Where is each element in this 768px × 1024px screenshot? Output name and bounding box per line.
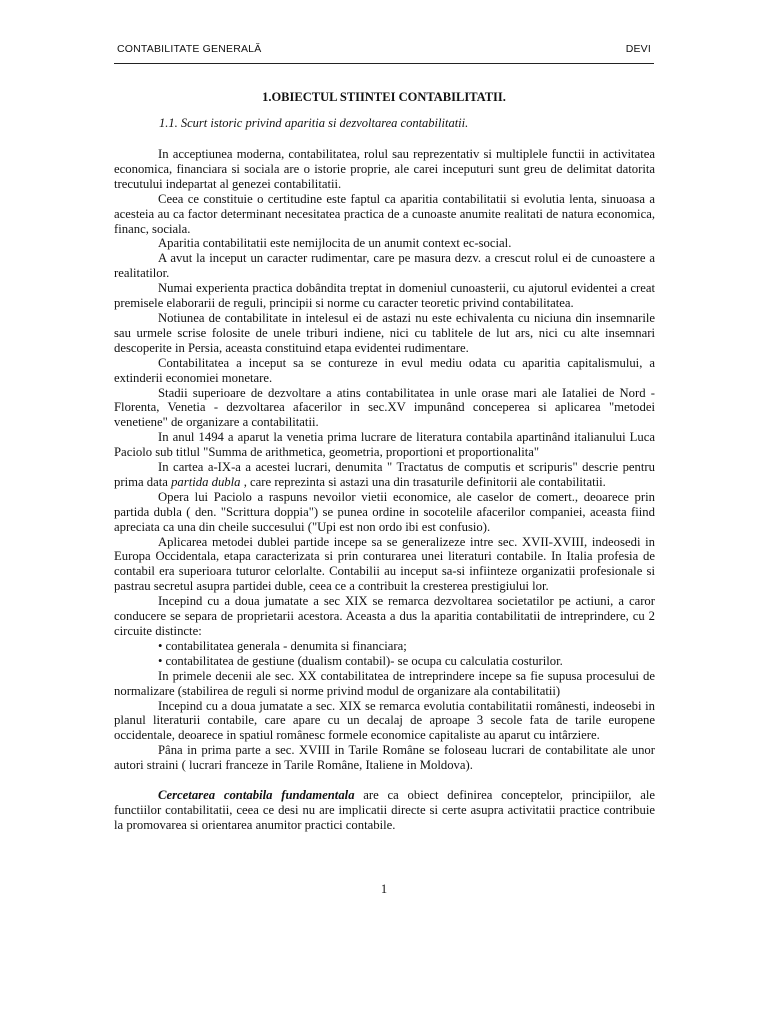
chapter-title: 1.OBIECTUL STIINTEI CONTABILITATII. (262, 90, 506, 104)
bullet-item (114, 654, 655, 669)
paragraph: Incepind cu a doua jumatate a sec. XIX se remarca evolutia contabilitatii românesti, indeosebi in planul literaturii contabile, care apare cu un decalaj de aproape 3 secole fata de tarile europene occidentale, deoarece in spatiul românesc formele economice capitaliste au aparut cu intârziere. (114, 698, 655, 743)
paragraph: Numai experienta practica dobândita treptat in domeniul cunoasterii, cu ajutorul evidentei a creat premisele elaborarii de reguli, principii si norme cu caracter teoretic privind contabilitatea. (114, 281, 655, 311)
paragraph: Pâna in prima parte a sec. XVIII in Tarile Române se foloseau lucrari de contabilitate ale unor autori straini ( lucrari franceze in Tarile Române, Italiene in Moldova). (114, 743, 655, 773)
bullet-text: contabilitatea de gestiune (dualism contabil)- se ocupa cu calculatia costurilor. (165, 653, 563, 668)
paragraph: Opera lui Paciolo a raspuns nevoilor vietii economice, ale caselor de comert., deoarece prin partida dubla ( den. "Scrittura doppia") se punea ordine in socotelile afacerilor companiei, aceasta fiind apreciata ca una din cheile succesului ("Upi est non ordo ibi est confusio). (114, 489, 655, 534)
body-text (114, 147, 655, 833)
section-subtitle: 1.1. Scurt istoric privind aparitia si dezvoltarea contabilitatii. (159, 116, 469, 130)
page-number: 1 (380, 882, 388, 896)
paragraph: In acceptiunea moderna, contabilitatea, rolul sau reprezentativ si multiplele functii in activitatea economica, financiara si sociala are o istorie proprie, ale carei inceputuri sunt greu de delimitat datorita trecutului indepartat al genezei contabilitatii. (114, 147, 655, 191)
paragraph: Incepind cu a doua jumatate a sec XIX se remarca dezvoltarea societatilor pe actiuni, a caror conducere se separa de proprietarii acestora. Aceasta a dus la aparitia contabilitatii de intreprindere, cu 2 circuite distincte: (114, 594, 655, 638)
paragraph: In anul 1494 a aparut la venetia prima lucrare de literatura contabila apartinând italianului Luca Paciolo sub titlul "Summa de arithmetica, geometria, proportioni et proportionalita" (114, 430, 655, 460)
page-header (117, 43, 651, 59)
bullet-text: contabilitatea generala - denumita si financiara; (165, 638, 407, 653)
paragraph: Ceea ce constituie o certitudine este faptul ca aparitia contabilitatii si evolutia lenta, sinuoasa a acesteia au ca factor determinant necesitatea practica de a cunoaste anumite realitati de natura economica, financ, sociala. (114, 191, 655, 236)
paragraph-text: are ca obiect definirea conceptelor, principiilor, ale functiilor contabilitatii, ceea ce desi nu are implicatii directe si certe asupra activitatii practice contribuie la promovarea si orientarea anumitor practici contabile. (114, 788, 655, 832)
header-left-text: CONTABILITATE GENERALĂ (117, 43, 262, 55)
bullet-icon: • (158, 653, 163, 668)
paragraph: Contabilitatea a inceput sa se contureze in evul mediu odata cu aparitia capitalismului, a extinderii economiei monetare. (114, 355, 655, 385)
paragraph: Stadii superioare de dezvoltare a atins contabilitatea in unle orase mari ale Iataliei de Nord - Florenta, Venetia - dezvoltarea afacerilor in sec.XV impunând conceperea si aplicarea "metodei venetiene" de organizare a contabilitatii. (114, 385, 655, 430)
emphasis-text: partida dubla (171, 474, 241, 489)
bullet-item (114, 639, 655, 654)
paragraph (114, 460, 655, 490)
header-right-text: DEVI (625, 43, 651, 55)
bullet-icon: • (158, 638, 163, 653)
paragraph-text: , care reprezinta si astazi una din trasaturile definitorii ale contabilitatii. (240, 474, 606, 489)
emphasis-text: Cercetarea contabila fundamentala (158, 788, 355, 803)
paragraph: Notiunea de contabilitate in intelesul ei de astazi nu este echivalenta cu niciuna din insemnarile sau urmele scrise folosite de unele triburi indiene, nici cu tablitele de lut ars, nici cu alte insemnari descoperite in Persia, aceasta constituind etapa evidentei rudimentare. (114, 310, 655, 355)
paragraph: In primele decenii ale sec. XX contabilitatea de intreprindere incepe sa fie supusa procesului de normalizare (stabilirea de reguli si norme privind modul de organizare ala contabilitatii) (114, 668, 655, 698)
header-divider (114, 63, 654, 64)
paragraph: Aparitia contabilitatii este nemijlocita de un anumit context ec-social. (158, 236, 512, 251)
paragraph (114, 788, 655, 833)
paragraph-text: In cartea a-IX-a a acestei lucrari, denumita " Tractatus de computis et scripuris" descrie pentru prima data (114, 460, 655, 489)
paragraph: A avut la inceput un caracter rudimentar, care pe masura dezv. a crescut rolul ei de cunoastere a realitatilor. (114, 251, 655, 281)
paragraph: Aplicarea metodei dublei partide incepe sa se generalizeze intre sec. XVII-XVIII, indeosedi in Europa Occidentala, etapa caracterizata si prin conturarea unei literaturi contabile. In Italia profesia de contabil era superioara tuturor celorlalte. Contabilii au inceput sa-si infiinteze organizatii profesionale si pastrau secretul asupra partidei duble, ceea ce a contribuit la cresterea prestigiului lor. (114, 534, 655, 594)
